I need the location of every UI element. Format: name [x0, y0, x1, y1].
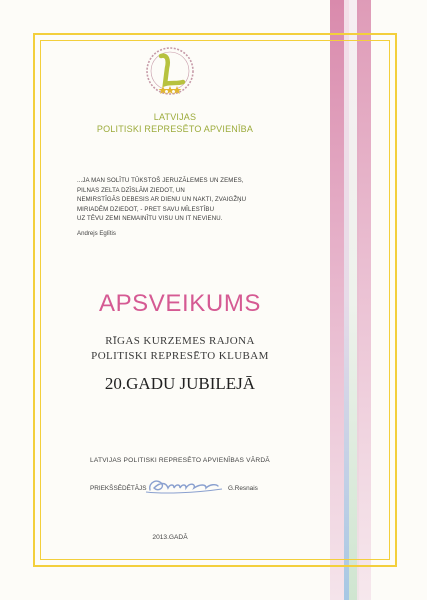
organization-name-line1: LATVIJAS — [153, 112, 197, 122]
recipient-line2: POLITISKI REPRESĒTO KLUBAM — [91, 350, 269, 362]
certificate-title: APSVEIKUMS — [98, 290, 262, 317]
quote-line: NEMIRSTĪGĀS DEBESIS AR DIENU UN NAKTI, ZVAIGŽŅU — [77, 196, 247, 204]
epigraph-quote — [77, 176, 307, 224]
signatory-title: PRIEKŠSĒDĒTĀJS — [90, 485, 147, 492]
on-behalf-text: LATVIJAS POLITISKI REPRESĒTO APVIENĪBAS VĀRDĀ — [90, 457, 270, 464]
quote-line: UZ TĒVU ZEMI NEMAINĪTU VISU UN IT NEVIENU. — [77, 215, 223, 223]
quote-line: MIRIADĒM DZIEDOT, - PRET SAVU MĪLESTĪBU — [77, 205, 215, 213]
quote-author: Andrejs Eglītis — [77, 230, 116, 237]
handwritten-signature — [144, 474, 226, 498]
signatory-name: G.Resnais — [228, 485, 258, 492]
organization-name-line2: POLITISKI REPRESĒTO APVIENĪBA — [96, 124, 254, 134]
recipient-line1: RĪGAS KURZEMES RAJONA — [105, 335, 255, 347]
occasion-text: 20.GADU JUBILEJĀ — [104, 374, 256, 393]
organization-emblem-icon — [139, 40, 201, 102]
quote-line: PILNAS ZELTA DZĪSLĀM ZIEDOT, UN — [77, 186, 185, 194]
issue-year: 2013.GADĀ — [152, 534, 188, 541]
quote-line: ...JA MAN SOLĪTU TŪKSTOŠ JERUZĀLEMES UN ZEMES, — [77, 177, 244, 184]
